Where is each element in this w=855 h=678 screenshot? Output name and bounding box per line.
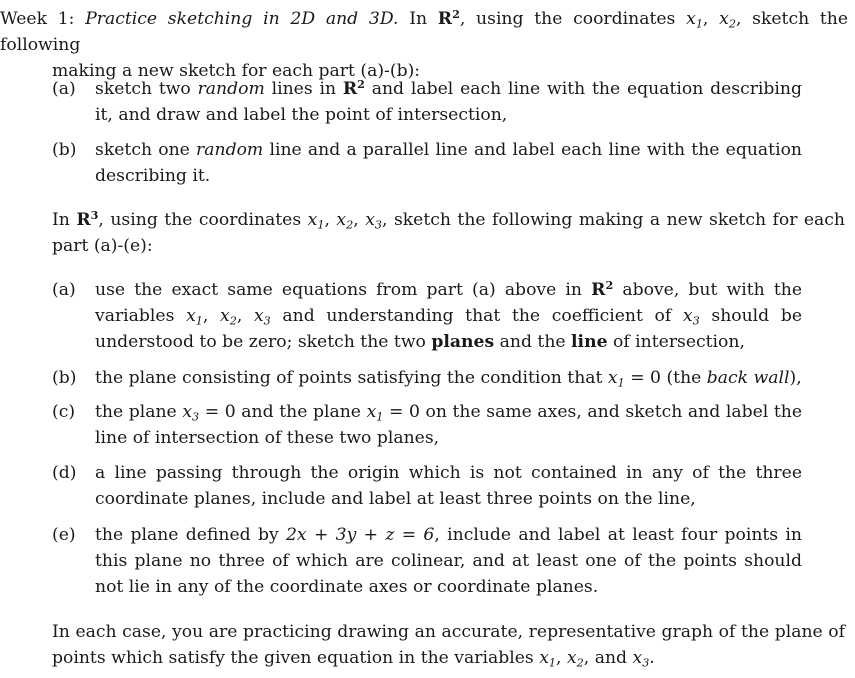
- part-text: a line passing through the origin which is not contained in any of the three coordinate planes, include and label at least three points on the line,: [95, 463, 802, 509]
- coord-x2: $x_2$: [719, 9, 736, 31]
- r2-part-a: [52, 76, 802, 128]
- r3-part-e: [52, 522, 802, 600]
- intro-paragraph: Week 1: Practice sketching in 2D and 3D. In $R^2$, using the coordinates $x_1$, $x_2$, sketch the following making a new sketch for each part (a)-(b):: [0, 7, 849, 81]
- part-text: the plane $x_3 = 0$ and the plane $x_1 = 0$ on the same axes, and sketch and label the line of intersection of these two planes,: [95, 402, 803, 448]
- r2-symbol: $R^2$: [437, 7, 460, 29]
- part-label: (b): [52, 140, 77, 160]
- part-label: (a): [52, 280, 76, 300]
- part-label: (e): [52, 525, 76, 545]
- r3-part-b: [52, 365, 822, 391]
- part-label: (a): [52, 79, 76, 99]
- r3-part-a: [52, 277, 802, 355]
- topic-title: Practice sketching in 2D and 3D.: [85, 9, 399, 29]
- part-text: sketch two random lines in $R^2$ and label each line with the equation describing it, and draw and label the point of intersection,: [95, 77, 802, 125]
- closing-paragraph: In each case, you are practicing drawing an accurate, representative graph of the plane of points which satisfy the given equation in the variables $x_1$, $x_2$, and $x_3$.: [52, 622, 845, 670]
- r3-symbol: $R^3$: [76, 208, 99, 230]
- part-label: (d): [52, 463, 77, 483]
- part-text: the plane consisting of points satisfying the condition that $x_1 = 0$ (the back wall),: [95, 368, 802, 390]
- part-label: (b): [52, 368, 77, 388]
- r3-intro-paragraph: In $R^3$, using the coordinates $x_1$, $x_2$, $x_3$, sketch the following making a new sketch for each part (a)-(e):: [52, 208, 846, 256]
- r2-part-b: [52, 137, 802, 189]
- week-label: Week 1:: [0, 9, 75, 29]
- coord-x1: $x_1$: [686, 9, 703, 31]
- r3-part-c: [52, 399, 802, 451]
- r3-part-d: [52, 460, 802, 512]
- part-label: (c): [52, 402, 76, 422]
- part-text: sketch one random line and a parallel line and label each line with the equation describing it.: [95, 140, 802, 186]
- part-text: the plane defined by 2x + 3y + z = 6, include and label at least four points in this plane no three of which are colinear, and at least one of the points should not lie in any of the coordinate axes or coordinate planes.: [95, 525, 803, 597]
- plane-equation: 2x + 3y + z = 6: [286, 525, 435, 545]
- part-text: use the exact same equations from part (a) above in $R^2$ above, but with the variables $x_1$, $x_2$, $x_3$ and understanding that the coefficient of $x_3$ should be understood to be zero; sketch the two planes and the line of intersection,: [95, 278, 803, 352]
